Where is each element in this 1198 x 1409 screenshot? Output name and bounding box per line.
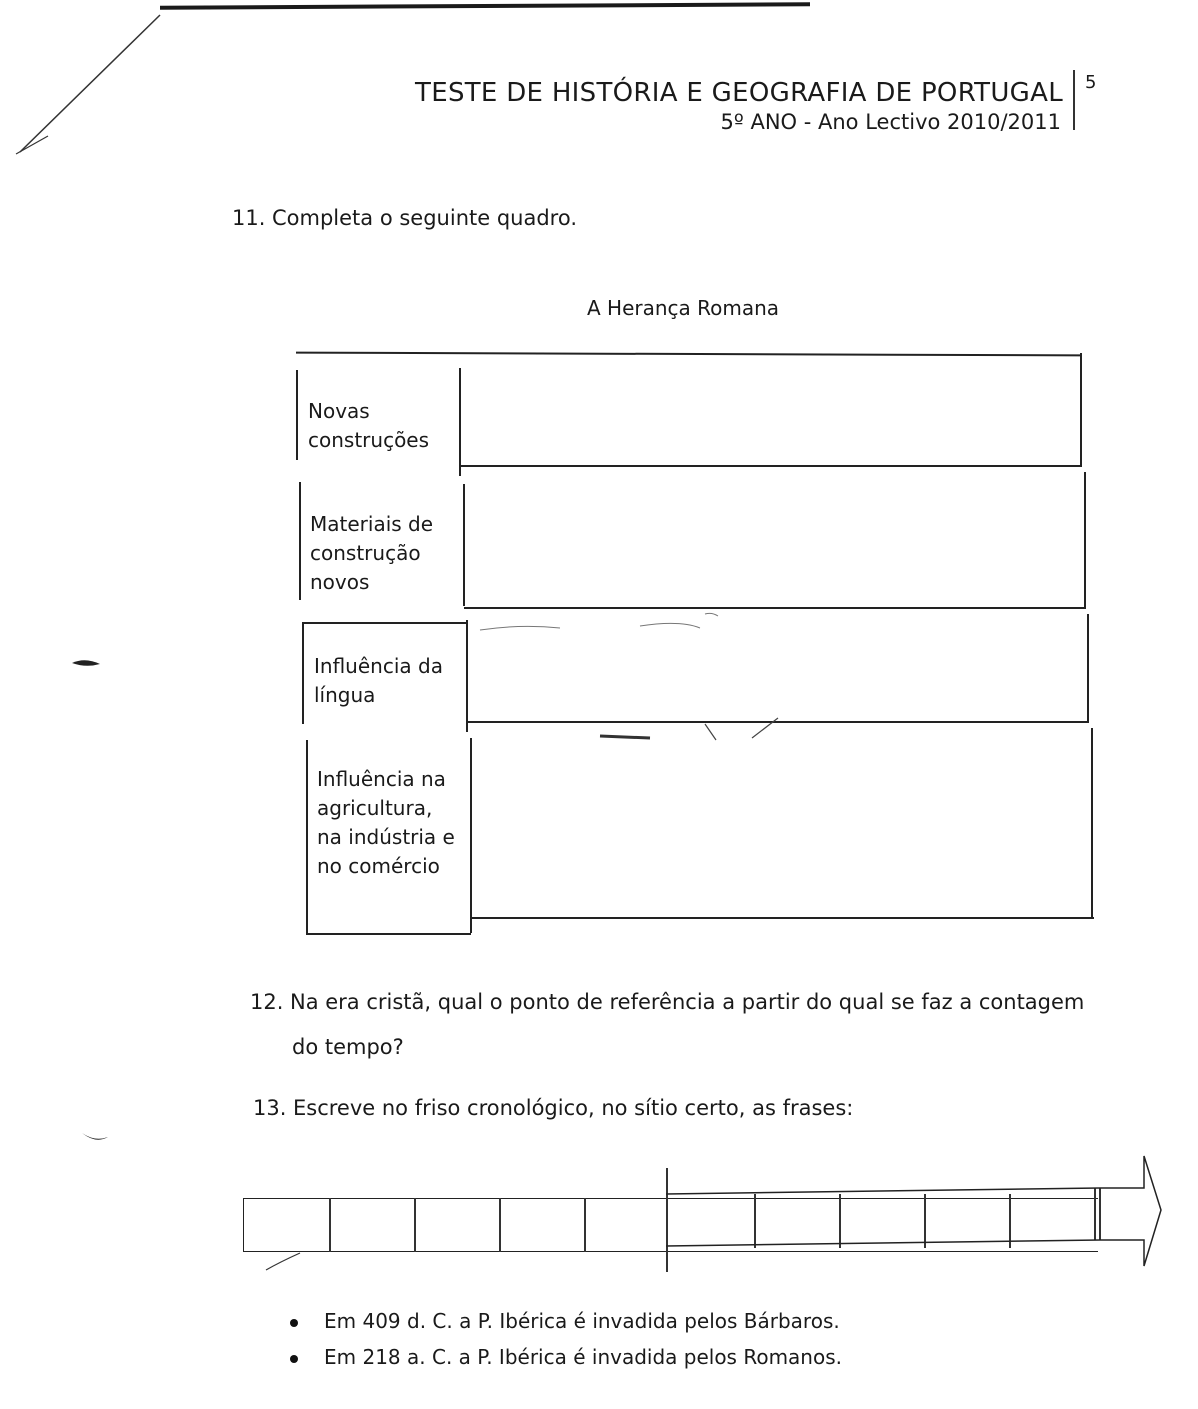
test-subtitle: 5º ANO - Ano Lectivo 2010/2011 — [720, 110, 1061, 134]
label-line: agricultura, — [317, 796, 433, 820]
scan-mark — [705, 718, 778, 740]
test-title: TESTE DE HISTÓRIA E GEOGRAFIA DE PORTUGAL — [415, 78, 1063, 108]
label-line: novos — [310, 570, 370, 594]
page-number: 5 — [1085, 72, 1097, 93]
bullet-text: Em 218 a. C. a P. Ibérica é invadida pelos Romanos. — [324, 1345, 842, 1369]
bullet-icon — [290, 1319, 298, 1327]
question-13 — [253, 1096, 853, 1120]
timeline-tick — [414, 1198, 416, 1252]
pencil-mark — [266, 1253, 300, 1270]
label-line: no comércio — [317, 854, 440, 878]
question-text: Completa o seguinte quadro. — [272, 206, 577, 230]
margin-smudge — [82, 1133, 108, 1140]
list-item — [290, 1339, 842, 1375]
question-number: 11. — [232, 206, 266, 230]
timeline-arrowhead — [660, 1150, 1180, 1270]
question-text: Escreve no friso cronológico, no sítio certo, as frases: — [293, 1096, 854, 1120]
timeline-tick — [499, 1198, 501, 1252]
question-12-line2: do tempo? — [292, 1035, 404, 1059]
timeline-tick — [584, 1198, 586, 1252]
label-line: Materiais de — [310, 512, 434, 536]
label-line: língua — [314, 683, 376, 707]
label-line: na indústria e — [317, 825, 455, 849]
question-number: 13. — [253, 1096, 287, 1120]
label-line: construção — [310, 541, 421, 565]
timeline-tick — [329, 1198, 331, 1252]
question-number: 12. — [250, 990, 284, 1014]
bullet-text: Em 409 d. C. a P. Ibérica é invadida pelos Bárbaros. — [324, 1309, 840, 1333]
list-item — [290, 1303, 842, 1339]
label-line: Novas — [308, 399, 370, 423]
label-line: construções — [308, 428, 430, 452]
bullet-icon — [290, 1355, 298, 1363]
label-line: Influência da — [314, 654, 443, 678]
label-line: Influência na — [317, 767, 446, 791]
scan-mark — [600, 736, 650, 738]
question-12 — [250, 990, 1084, 1014]
scan-mark — [480, 613, 718, 630]
timeline-events-list — [290, 1303, 842, 1375]
table-title: A Herança Romana — [587, 296, 780, 320]
question-text-line1: Na era cristã, qual o ponto de referência a partir do qual se faz a contagem — [290, 990, 1085, 1014]
